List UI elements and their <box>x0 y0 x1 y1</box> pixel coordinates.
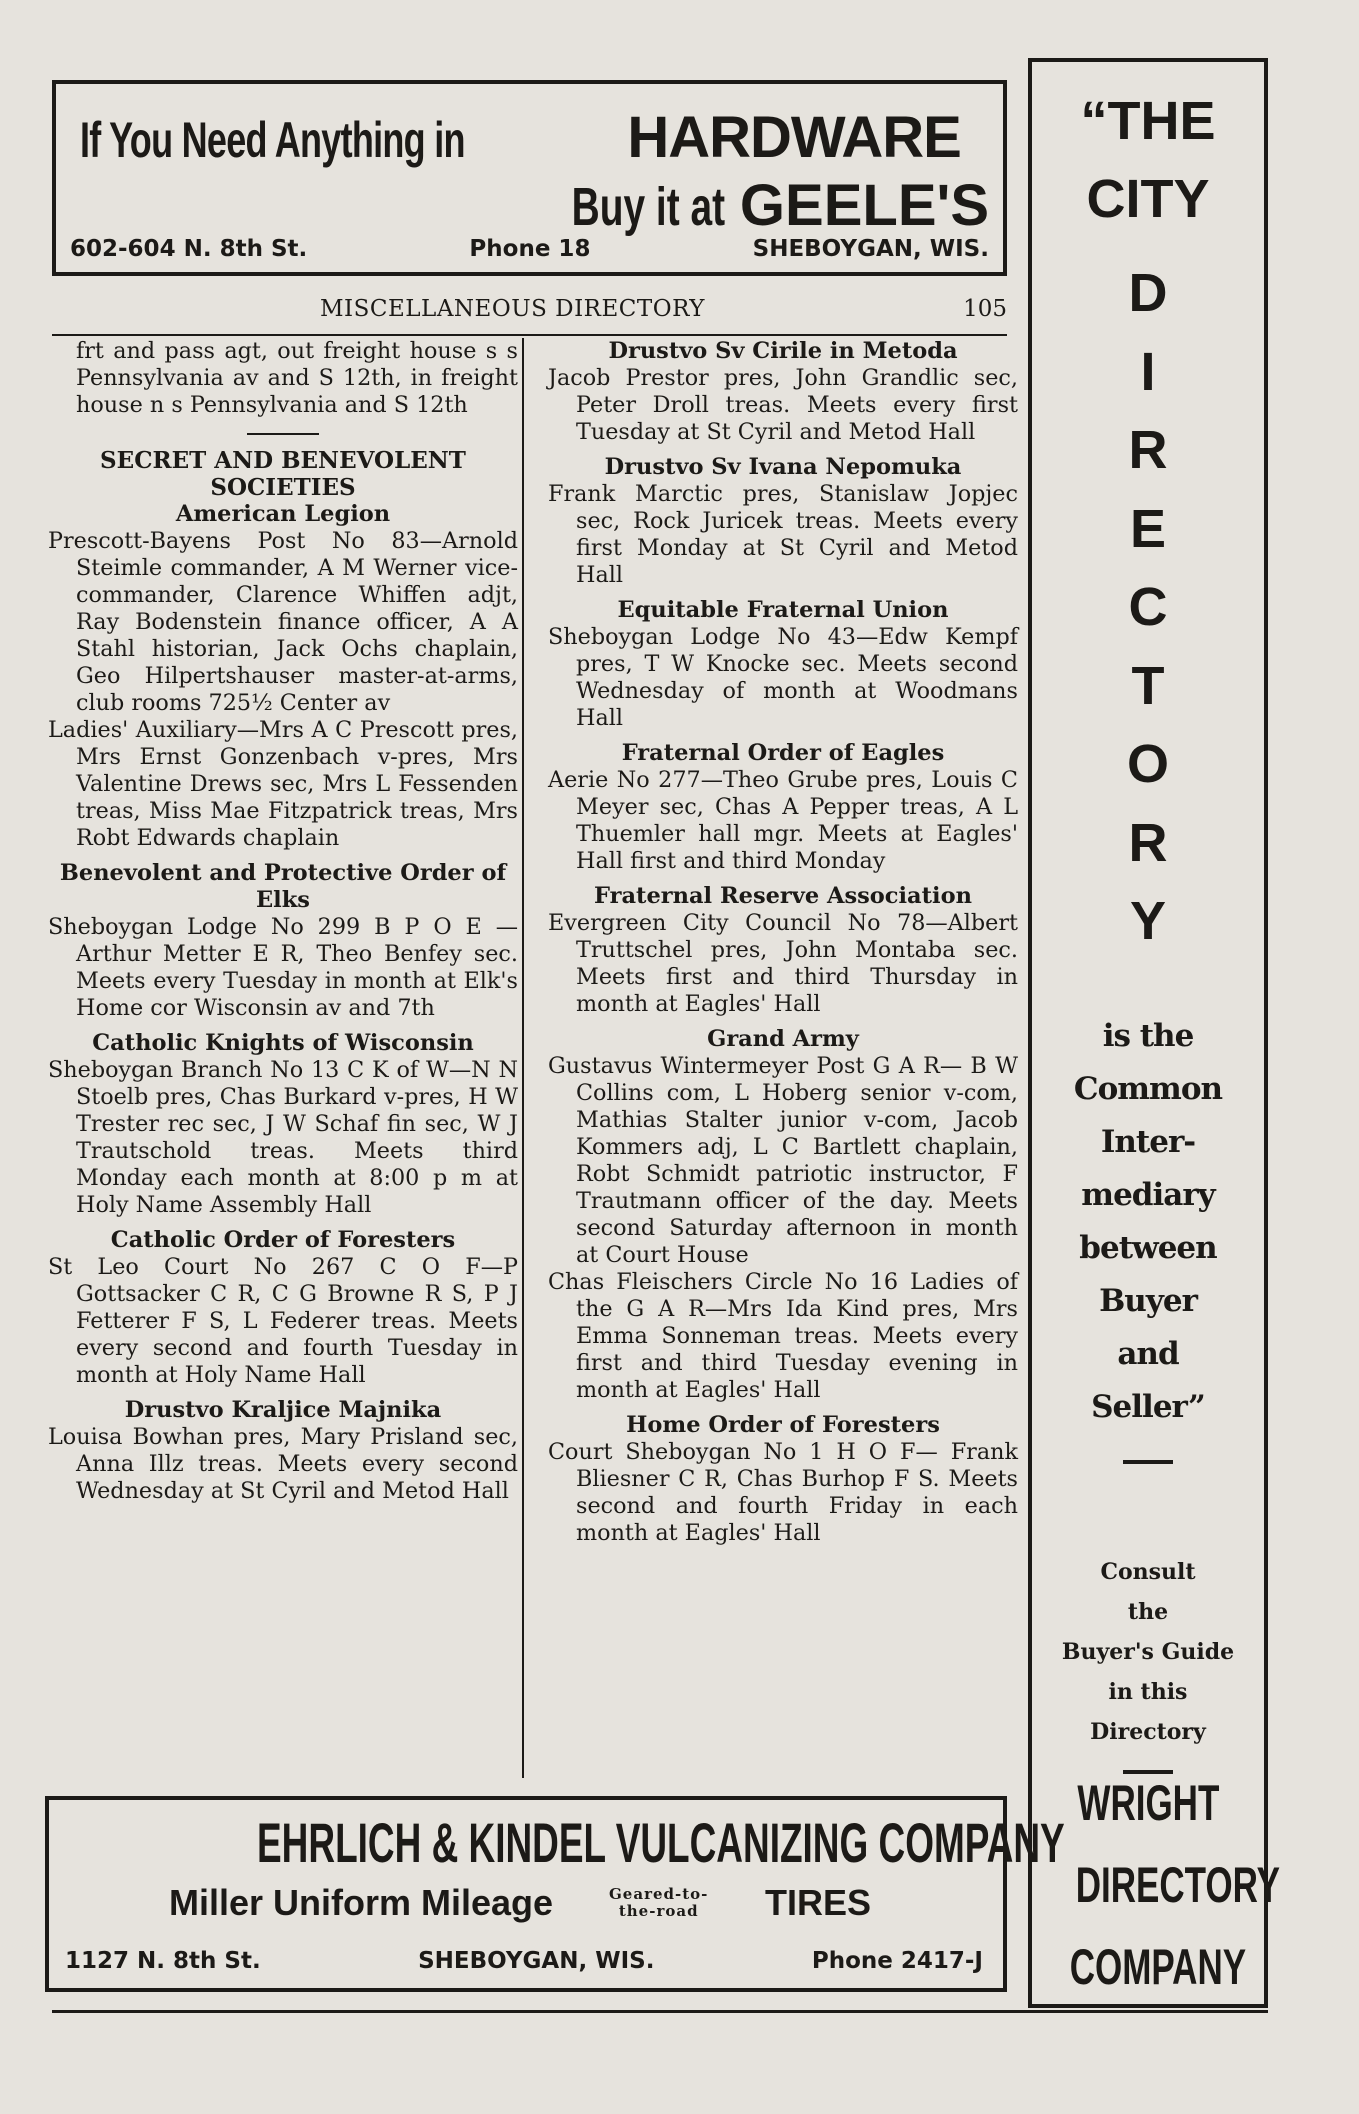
org-entry: Jacob Prestor pres, John Grandlic sec, Peter Droll treas. Meets every first Tuesday at St Cyril and Metod Hall <box>548 365 1018 445</box>
org-heading: Fraternal Order of Eagles <box>621 740 945 766</box>
sidebar-letter: C <box>1128 577 1168 637</box>
sidebar-consult-line: the <box>1127 1599 1169 1625</box>
sidebar-heading-line2: CITY <box>1086 169 1210 229</box>
sidebar-letter: O <box>1126 734 1169 794</box>
sidebar-publisher-line <box>1032 1926 1264 2008</box>
ad-city: SHEBOYGAN, WIS. <box>752 236 989 262</box>
org-heading: Home Order of Foresters <box>626 1412 940 1438</box>
sidebar-tag-line: between <box>1079 1230 1217 1266</box>
sidebar-consult-line: Consult <box>1100 1559 1196 1585</box>
ad-geared-tagline <box>609 1886 708 1920</box>
section-title: SECRET AND BENEVOLENT <box>100 447 466 474</box>
ad-city: SHEBOYGAN, WIS. <box>418 1948 655 1974</box>
ad-subheadline <box>512 172 989 239</box>
sidebar-letter: R <box>1128 420 1168 480</box>
org-entry: Ladies' Auxiliary—Mrs A C Prescott pres, Mrs Ernst Gonzenbach v-pres, Mrs Valentine Drews sec, Mrs L Fessenden treas, Miss Mae Fitzpatrick treas, Mrs Robt Edwards chaplain <box>48 717 518 851</box>
sidebar-tag-line: Common <box>1073 1071 1223 1107</box>
sidebar-tag-line: Seller” <box>1091 1389 1205 1425</box>
ad-hardware-word: HARDWARE <box>627 105 961 170</box>
sidebar-tag-line: Buyer <box>1099 1283 1197 1319</box>
org-heading: Catholic Knights of Wisconsin <box>92 1030 474 1056</box>
org-entry: Frank Marctic pres, Stanislaw Jopjec sec, Rock Juricek treas. Meets every first Monday at St Cyril and Metod Hall <box>548 481 1018 588</box>
sidebar-letter: I <box>1140 341 1156 402</box>
sidebar-heading-line1: “THE <box>1080 91 1216 151</box>
sidebar-publisher <box>1032 1762 1280 2008</box>
ad-phone: Phone 18 <box>469 236 591 262</box>
sidebar-consult-line: Buyer's Guide <box>1061 1639 1235 1665</box>
city-directory-sidebar <box>1028 58 1280 2008</box>
running-header <box>52 290 1007 336</box>
sidebar-directory-letters <box>1032 254 1264 961</box>
org-entry: St Leo Court No 267 C O F—P Gottsacker C R, C G Browne R S, P J Fetterer F S, L Federer treas. Meets every second and fourth Tuesday in month at Holy Name Hall <box>48 1254 518 1388</box>
ad-footer <box>65 1948 983 1974</box>
org-entry: Sheboygan Lodge No 299 B P O E —Arthur Metter E R, Theo Benfey sec. Meets every Tuesday in month at Elk's Home cor Wisconsin av and 7th <box>48 914 518 1021</box>
ad-headline <box>80 104 961 171</box>
ad-buy-text: Buy it at <box>571 177 725 237</box>
sidebar-tag-line: and <box>1117 1336 1179 1372</box>
sidebar-publisher-line <box>1032 1762 1264 1844</box>
section-title-line2: SOCIETIES <box>210 474 356 501</box>
sidebar-letter: T <box>1131 655 1165 716</box>
ad-prefix: If You Need Anything in <box>80 112 465 168</box>
sidebar-publisher-line <box>1032 1844 1280 1926</box>
page-title: MISCELLANEOUS DIRECTORY <box>320 296 705 322</box>
bottom-rule <box>52 2010 1268 2013</box>
sidebar-consult-line: Directory <box>1090 1719 1206 1745</box>
ad-tires: TIRES <box>765 1882 872 1923</box>
org-entry: Louisa Bowhan pres, Mary Prisland sec, Anna Illz treas. Meets every second Wednesday at St Cyril and Metod Hall <box>48 1424 518 1504</box>
column-divider <box>522 338 524 1778</box>
org-heading: Fraternal Reserve Association <box>594 883 972 909</box>
org-heading: Drustvo Sv Cirile in Metoda <box>608 338 958 364</box>
org-heading: Grand Army <box>707 1026 859 1052</box>
vulcanizing-advertisement <box>45 1796 1065 1992</box>
ad-geared-line1: Geared-to- <box>609 1885 709 1903</box>
org-entry: Sheboygan Lodge No 43—Edw Kempf pres, T W Knocke sec. Meets second Wednesday of month at Woodmans Hall <box>548 624 1018 731</box>
right-column <box>548 338 1018 1547</box>
org-entry: Sheboygan Branch No 13 C K of W—N N Stoelb pres, Chas Burkard v-pres, H W Trester rec sec, J W Schaf fin sec, W J Trautschold treas. Meets third Monday each month at 8:00 p m at Holy Name Assembly Hall <box>48 1057 518 1218</box>
sidebar-heading <box>1032 82 1264 238</box>
org-entry: Gustavus Wintermeyer Post G A R— B W Collins com, L Hoberg senior v-com, Mathias Stalter junior v-com, Jacob Kommers adj, L C Bartlett chaplain, Robt Schmidt patriotic instructor, F Trautmann officer of the day. Meets second Saturday afternoon in month at Court House <box>548 1053 1018 1268</box>
sidebar-spacer <box>1032 1434 1264 1460</box>
hardware-advertisement <box>52 80 1007 276</box>
sidebar-publisher-text: WRIGHT <box>1077 1775 1219 1831</box>
ad-footer <box>70 236 989 262</box>
org-heading: Benevolent and Protective Order of Elks <box>59 860 507 913</box>
sidebar-tag-line: mediary <box>1081 1177 1215 1213</box>
org-entry: Court Sheboygan No 1 H O F— Frank Bliesner C R, Chas Burhop F S. Meets second and fourth Friday in each month at Eagles' Hall <box>548 1439 1018 1546</box>
sidebar-consult-line: in this <box>1108 1679 1188 1705</box>
page-number: 105 <box>963 296 1007 322</box>
ad-product: Miller Uniform Mileage <box>169 1882 554 1923</box>
ad-store-name: GEELE'S <box>739 173 989 238</box>
org-entry: Chas Fleischers Circle No 16 Ladies of the G A R—Mrs Ida Kind pres, Mrs Emma Sonneman treas. Meets every first and third Tuesday evening in month at Eagles' Hall <box>548 1269 1018 1403</box>
sidebar-consult <box>1032 1552 1264 1774</box>
ad-phone: Phone 2417-J <box>811 1948 983 1974</box>
ad-address: 1127 N. 8th St. <box>65 1948 261 1974</box>
sidebar-letter: E <box>1129 498 1167 559</box>
org-entry: Aerie No 277—Theo Grube pres, Louis C Meyer sec, Chas A Pepper treas, A L Thuemler hall mgr. Meets at Eagles' Hall first and third Monday <box>548 767 1018 874</box>
org-heading: Catholic Order of Foresters <box>110 1227 456 1253</box>
sidebar-dash <box>1123 1460 1173 1464</box>
sidebar-publisher-text: COMPANY <box>1069 1939 1247 1995</box>
sidebar-letter: R <box>1128 812 1168 873</box>
ad-company-text: EHRLICH & KINDEL VULCANIZING COMPANY <box>257 1811 1065 1874</box>
left-column <box>48 338 518 1505</box>
ad-company-name <box>49 1810 1065 1875</box>
sidebar-tagline <box>1032 1010 1264 1464</box>
section-divider <box>247 433 319 435</box>
org-heading: Equitable Fraternal Union <box>617 597 949 623</box>
sidebar-letter: Y <box>1129 891 1167 951</box>
org-heading: Drustvo Kraljice Majnika <box>124 1397 442 1423</box>
sidebar-letter: D <box>1128 263 1168 323</box>
sidebar-publisher-text: DIRECTORY <box>1075 1857 1280 1913</box>
intro-entry: frt and pass agt, out freight house s s Pennsylvania av and S 12th, in freight house n s Pennsylvania and S 12th <box>76 338 518 418</box>
ad-address: 602-604 N. 8th St. <box>70 236 308 262</box>
ad-geared-line2: the-road <box>618 1902 699 1920</box>
org-heading: American Legion <box>175 501 391 527</box>
sidebar-tag-line: Inter- <box>1100 1124 1196 1160</box>
org-entry: Prescott-Bayens Post No 83—Arnold Steimle commander, A M Werner vice-commander, Clarence Whiffen adjt, Ray Bodenstein finance officer, A A Stahl historian, Jack Ochs chaplain, Geo Hilpertshauser master-at-arms, club rooms 725½ Center av <box>48 528 518 716</box>
org-entry: Evergreen City Council No 78—Albert Truttschel pres, John Montaba sec. Meets first and third Thursday in month at Eagles' Hall <box>548 910 1018 1017</box>
sidebar-tag-line: is the <box>1102 1018 1194 1054</box>
org-heading: Drustvo Sv Ivana Nepomuka <box>604 454 962 480</box>
